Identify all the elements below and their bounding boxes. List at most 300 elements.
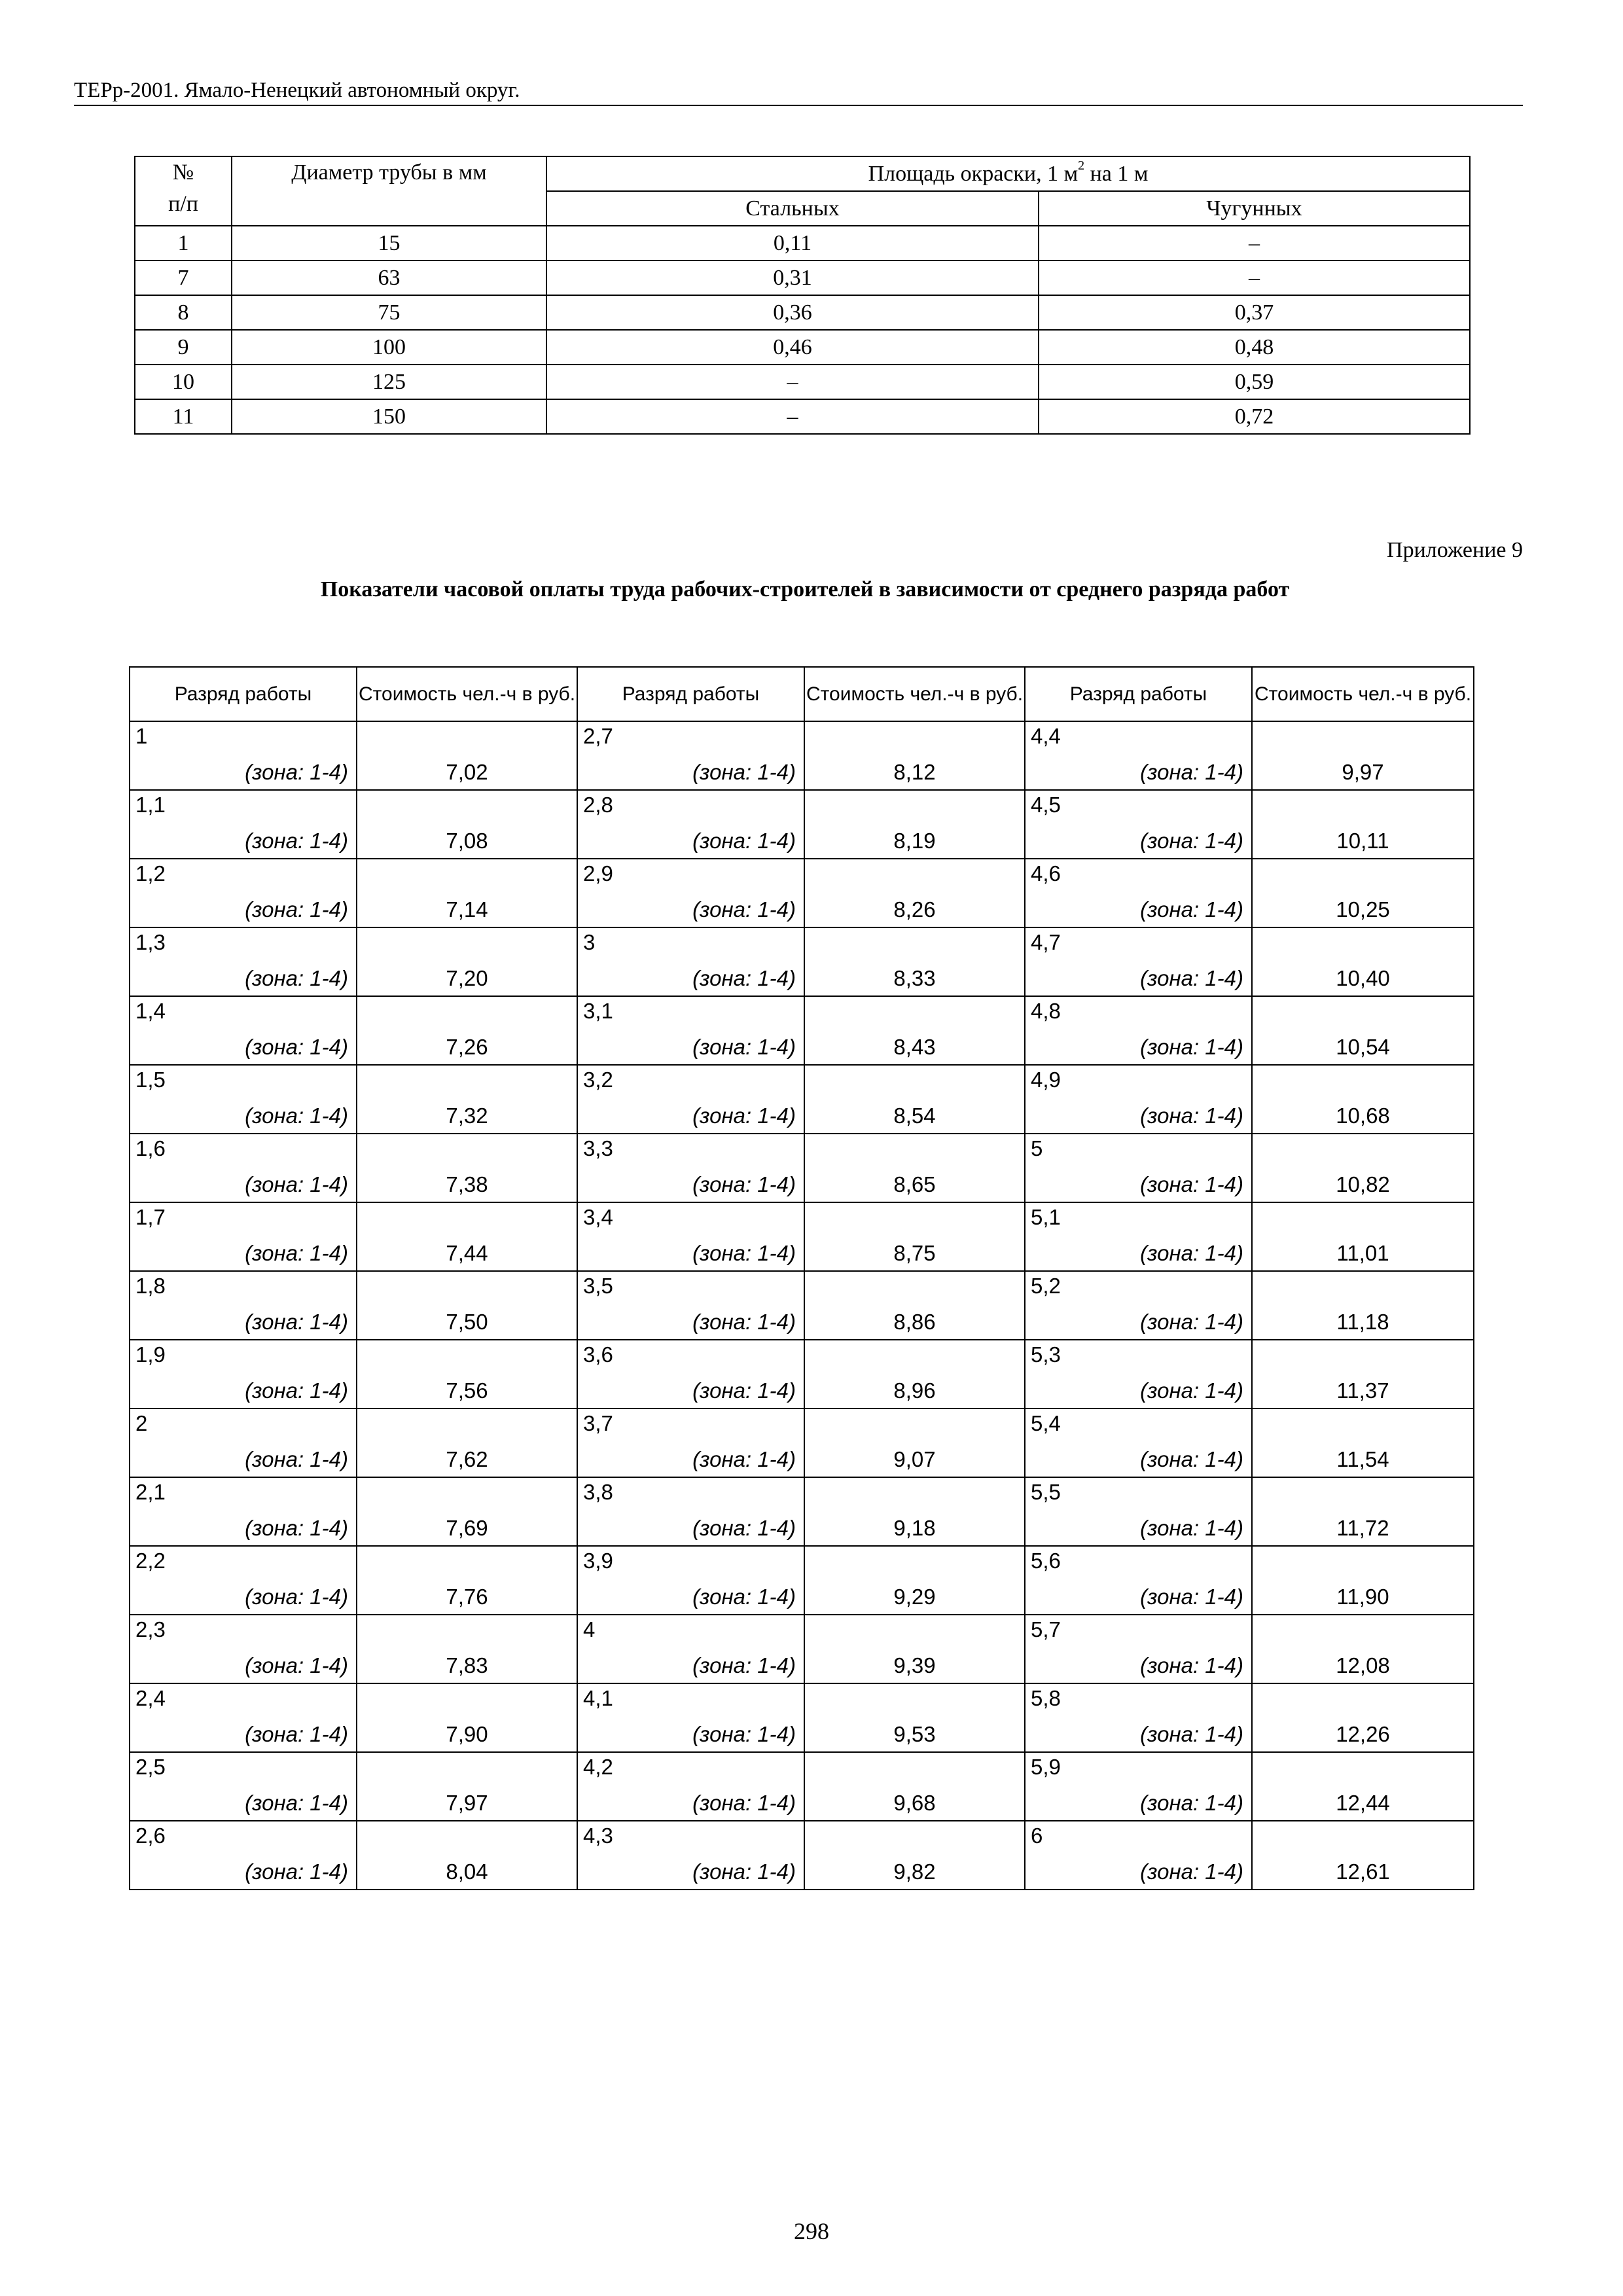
cost-cell <box>1252 1821 1474 1890</box>
cost-value: 7,56 <box>446 1378 488 1403</box>
rank-cell <box>577 996 804 1065</box>
rank-cell <box>577 1065 804 1134</box>
cost-value: 7,90 <box>446 1722 488 1746</box>
cost-value: 7,26 <box>446 1035 488 1059</box>
cost-value: 10,40 <box>1336 966 1390 990</box>
rank-value: 5,1 <box>1031 1205 1061 1229</box>
rank-cell <box>130 1134 357 1202</box>
cost-cell <box>804 1821 1025 1890</box>
col-area-suffix: на 1 м <box>1084 161 1149 186</box>
cost-cell <box>804 1615 1025 1683</box>
cost-cell <box>804 996 1025 1065</box>
cost-value: 9,07 <box>893 1447 936 1471</box>
zone-label: (зона: 1-4) <box>692 1035 796 1059</box>
zone-label: (зона: 1-4) <box>1140 1653 1243 1677</box>
table-row <box>130 790 1474 859</box>
zone-label: (зона: 1-4) <box>245 829 348 853</box>
cost-cell <box>804 790 1025 859</box>
rank-value: 2,3 <box>135 1617 166 1641</box>
cost-cell <box>1252 1615 1474 1683</box>
cost-cell <box>1252 1271 1474 1340</box>
rank-cell <box>1025 721 1252 790</box>
cost-cell <box>804 1065 1025 1134</box>
rank-value: 3,7 <box>583 1411 613 1435</box>
cost-cell <box>1252 1477 1474 1546</box>
table-cell: 100 <box>232 330 546 365</box>
zone-label: (зона: 1-4) <box>1140 897 1243 922</box>
cost-value: 9,18 <box>893 1516 936 1540</box>
cost-cell <box>357 1752 577 1821</box>
rank-value: 3,6 <box>583 1342 613 1367</box>
table-row <box>135 260 1470 295</box>
rank-value: 5,2 <box>1031 1274 1061 1298</box>
col-area-sup: 2 <box>1078 158 1085 173</box>
rank-value: 1,6 <box>135 1136 166 1160</box>
table-row <box>130 1340 1474 1408</box>
rank-value: 4,6 <box>1031 861 1061 886</box>
cost-value: 7,08 <box>446 829 488 853</box>
rank-cell <box>577 721 804 790</box>
rank-cell <box>1025 1615 1252 1683</box>
rank-value: 2,9 <box>583 861 613 886</box>
cost-value: 8,96 <box>893 1378 936 1403</box>
rank-cell <box>1025 1477 1252 1546</box>
rank-value: 5,9 <box>1031 1755 1061 1779</box>
rank-cell <box>130 1202 357 1271</box>
zone-label: (зона: 1-4) <box>245 1516 348 1540</box>
cost-cell <box>804 1134 1025 1202</box>
cost-cell <box>357 1134 577 1202</box>
cost-value: 12,44 <box>1336 1791 1390 1815</box>
table-cell: 7 <box>135 260 232 295</box>
rank-value: 4,1 <box>583 1686 613 1710</box>
zone-label: (зона: 1-4) <box>245 1791 348 1815</box>
zone-label: (зона: 1-4) <box>245 1035 348 1059</box>
rank-value: 2,7 <box>583 724 613 748</box>
col-number-header <box>135 156 232 226</box>
rank-cell <box>1025 927 1252 996</box>
table-cell: 0,48 <box>1039 330 1470 365</box>
table-row <box>130 859 1474 927</box>
cost-value: 9,53 <box>893 1722 936 1746</box>
col-steel-header: Стальных <box>546 191 1039 226</box>
cost-cell <box>357 1477 577 1546</box>
rank-cell <box>1025 1752 1252 1821</box>
zone-label: (зона: 1-4) <box>1140 1103 1243 1128</box>
zone-label: (зона: 1-4) <box>1140 1722 1243 1746</box>
table-row <box>130 996 1474 1065</box>
cost-value: 7,97 <box>446 1791 488 1815</box>
rank-value: 4,4 <box>1031 724 1061 748</box>
cost-cell <box>1252 927 1474 996</box>
table-cell: 63 <box>232 260 546 295</box>
cost-cell <box>357 1202 577 1271</box>
zone-label: (зона: 1-4) <box>1140 1172 1243 1196</box>
table-cell: 1 <box>135 226 232 260</box>
cost-value: 11,72 <box>1336 1516 1389 1540</box>
cost-value: 12,08 <box>1336 1653 1390 1677</box>
rank-value: 3,4 <box>583 1205 613 1229</box>
rank-cell <box>130 1408 357 1477</box>
rank-value: 1,8 <box>135 1274 166 1298</box>
cost-value: 9,97 <box>1342 760 1384 784</box>
rank-cell <box>130 1271 357 1340</box>
rank-value: 4,5 <box>1031 793 1061 817</box>
rank-cell <box>130 1615 357 1683</box>
rank-value: 2,4 <box>135 1686 166 1710</box>
rank-value: 2,1 <box>135 1480 166 1504</box>
table-cell: 0,11 <box>546 226 1039 260</box>
table-cell: 0,31 <box>546 260 1039 295</box>
rank-value: 5,7 <box>1031 1617 1061 1641</box>
cost-value: 11,18 <box>1336 1310 1389 1334</box>
zone-label: (зона: 1-4) <box>1140 760 1243 784</box>
zone-label: (зона: 1-4) <box>245 1310 348 1334</box>
zone-label: (зона: 1-4) <box>692 966 796 990</box>
zone-label: (зона: 1-4) <box>692 760 796 784</box>
zone-label: (зона: 1-4) <box>245 966 348 990</box>
cost-cell <box>1252 1134 1474 1202</box>
rank-value: 3,1 <box>583 999 613 1023</box>
rank-cell <box>577 1752 804 1821</box>
cost-cell <box>1252 1408 1474 1477</box>
rank-cell <box>130 859 357 927</box>
cost-value: 12,61 <box>1336 1859 1390 1884</box>
cost-value: 8,65 <box>893 1172 936 1196</box>
cost-value: 8,19 <box>893 829 936 853</box>
table-cell: – <box>546 365 1039 399</box>
table-row <box>130 1683 1474 1752</box>
rank-value: 5,5 <box>1031 1480 1061 1504</box>
table-row <box>135 330 1470 365</box>
rank-cell <box>577 1202 804 1271</box>
cost-cell <box>357 1615 577 1683</box>
table-cell: 15 <box>232 226 546 260</box>
table-cell: 0,36 <box>546 295 1039 330</box>
rank-cell <box>130 996 357 1065</box>
cost-cell <box>804 721 1025 790</box>
rank-value: 1,2 <box>135 861 166 886</box>
rank-cell <box>130 1683 357 1752</box>
cost-value: 11,37 <box>1336 1378 1389 1403</box>
cost-cell <box>1252 1752 1474 1821</box>
zone-label: (зона: 1-4) <box>245 1241 348 1265</box>
rank-cell <box>577 1340 804 1408</box>
zone-label: (зона: 1-4) <box>692 1516 796 1540</box>
cost-value: 7,32 <box>446 1103 488 1128</box>
cost-value: 8,26 <box>893 897 936 922</box>
zone-label: (зона: 1-4) <box>692 1722 796 1746</box>
cost-value: 10,25 <box>1336 897 1390 922</box>
rank-cell <box>130 1340 357 1408</box>
zone-label: (зона: 1-4) <box>1140 1310 1243 1334</box>
table-row <box>135 295 1470 330</box>
rank-cell <box>577 1134 804 1202</box>
cost-value: 8,12 <box>893 760 936 784</box>
cost-value: 9,39 <box>893 1653 936 1677</box>
zone-label: (зона: 1-4) <box>692 1378 796 1403</box>
zone-label: (зона: 1-4) <box>692 1310 796 1334</box>
rank-cell <box>1025 1065 1252 1134</box>
table-row <box>130 721 1474 790</box>
cost-cell <box>1252 1546 1474 1615</box>
col-rank-header: Разряд работы <box>1025 667 1252 721</box>
rank-cell <box>1025 996 1252 1065</box>
rank-value: 5,4 <box>1031 1411 1061 1435</box>
cost-cell <box>804 927 1025 996</box>
table-row <box>130 1752 1474 1821</box>
rank-cell <box>1025 790 1252 859</box>
col-cost-header: Стоимость чел.-ч в руб. <box>357 667 577 721</box>
zone-label: (зона: 1-4) <box>1140 1791 1243 1815</box>
cost-cell <box>1252 1683 1474 1752</box>
cost-cell <box>357 859 577 927</box>
zone-label: (зона: 1-4) <box>245 1103 348 1128</box>
cost-cell <box>357 1271 577 1340</box>
rank-value: 2 <box>135 1411 148 1435</box>
rank-cell <box>1025 1821 1252 1890</box>
zone-label: (зона: 1-4) <box>692 897 796 922</box>
cost-cell <box>357 996 577 1065</box>
cost-value: 8,54 <box>893 1103 936 1128</box>
cost-cell <box>804 859 1025 927</box>
rank-value: 6 <box>1031 1823 1043 1848</box>
rank-cell <box>130 927 357 996</box>
rank-value: 4,3 <box>583 1823 613 1848</box>
col-number-line2: п/п <box>168 192 198 216</box>
cost-value: 9,82 <box>893 1859 936 1884</box>
cost-value: 11,01 <box>1336 1241 1389 1265</box>
zone-label: (зона: 1-4) <box>692 1859 796 1884</box>
rank-cell <box>1025 1546 1252 1615</box>
col-cost-header: Стоимость чел.-ч в руб. <box>804 667 1025 721</box>
rank-value: 2,2 <box>135 1549 166 1573</box>
cost-cell <box>357 1546 577 1615</box>
cost-value: 8,75 <box>893 1241 936 1265</box>
rank-value: 2,6 <box>135 1823 166 1848</box>
cost-cell <box>1252 1340 1474 1408</box>
cost-cell <box>1252 859 1474 927</box>
rank-value: 5 <box>1031 1136 1043 1160</box>
table-row <box>135 365 1470 399</box>
rank-cell <box>577 1408 804 1477</box>
rank-cell <box>130 1752 357 1821</box>
zone-label: (зона: 1-4) <box>692 1241 796 1265</box>
table-cell: 0,72 <box>1039 399 1470 434</box>
rank-cell <box>130 1477 357 1546</box>
table-cell: 9 <box>135 330 232 365</box>
cost-cell <box>1252 721 1474 790</box>
cost-value: 11,54 <box>1336 1447 1389 1471</box>
cost-cell <box>804 1340 1025 1408</box>
table-row <box>130 1408 1474 1477</box>
cost-cell <box>357 1340 577 1408</box>
cost-cell <box>1252 1202 1474 1271</box>
zone-label: (зона: 1-4) <box>245 1172 348 1196</box>
cost-value: 10,68 <box>1336 1103 1390 1128</box>
rank-value: 1,4 <box>135 999 166 1023</box>
cost-value: 7,76 <box>446 1585 488 1609</box>
table-row <box>130 1615 1474 1683</box>
pipe-area-table <box>134 156 1471 435</box>
rank-value: 1,7 <box>135 1205 166 1229</box>
table-row <box>130 1271 1474 1340</box>
cost-cell <box>357 1065 577 1134</box>
rank-value: 4,7 <box>1031 930 1061 954</box>
cost-cell <box>357 1821 577 1890</box>
zone-label: (зона: 1-4) <box>692 829 796 853</box>
rank-cell <box>130 1065 357 1134</box>
rank-value: 3,2 <box>583 1067 613 1092</box>
rank-value: 3,3 <box>583 1136 613 1160</box>
zone-label: (зона: 1-4) <box>245 1447 348 1471</box>
table-row <box>130 1065 1474 1134</box>
col-rank-header: Разряд работы <box>130 667 357 721</box>
table-row <box>135 226 1470 260</box>
col-cost-header: Стоимость чел.-ч в руб. <box>1252 667 1474 721</box>
zone-label: (зона: 1-4) <box>1140 1241 1243 1265</box>
rank-cell <box>1025 1340 1252 1408</box>
table-row <box>130 927 1474 996</box>
cost-value: 11,90 <box>1336 1585 1389 1609</box>
cost-cell <box>357 927 577 996</box>
rank-cell <box>1025 1271 1252 1340</box>
col-area-header <box>546 156 1470 191</box>
rank-cell <box>577 790 804 859</box>
table-cell: 8 <box>135 295 232 330</box>
cost-cell <box>804 1752 1025 1821</box>
col-diameter-header: Диаметр трубы в мм <box>232 156 546 226</box>
rank-cell <box>577 1271 804 1340</box>
rank-value: 4,8 <box>1031 999 1061 1023</box>
appendix-label: Приложение 9 <box>1387 538 1523 562</box>
col-cast-iron-header: Чугунных <box>1039 191 1470 226</box>
rank-value: 5,3 <box>1031 1342 1061 1367</box>
table-row <box>135 399 1470 434</box>
table-cell: 10 <box>135 365 232 399</box>
cost-value: 7,62 <box>446 1447 488 1471</box>
rank-value: 1 <box>135 724 148 748</box>
rank-cell <box>577 1821 804 1890</box>
section-title: Показатели часовой оплаты труда рабочих-строителей в зависимости от среднего разряда работ <box>320 577 1290 601</box>
page-header: ТЕРр-2001. Ямало-Ненецкий автономный округ. <box>74 77 1523 106</box>
rank-value: 1,3 <box>135 930 166 954</box>
table-cell: 0,59 <box>1039 365 1470 399</box>
zone-label: (зона: 1-4) <box>245 1722 348 1746</box>
page-number: 298 <box>794 2218 829 2244</box>
rank-value: 1,5 <box>135 1067 166 1092</box>
rank-cell <box>1025 1683 1252 1752</box>
rank-cell <box>130 790 357 859</box>
cost-value: 8,04 <box>446 1859 488 1884</box>
cost-cell <box>1252 790 1474 859</box>
table-cell: 0,46 <box>546 330 1039 365</box>
table-row <box>130 1202 1474 1271</box>
cost-value: 7,50 <box>446 1310 488 1334</box>
cost-value: 7,38 <box>446 1172 488 1196</box>
table-row <box>130 1477 1474 1546</box>
table-cell: 75 <box>232 295 546 330</box>
cost-cell <box>804 1202 1025 1271</box>
zone-label: (зона: 1-4) <box>1140 1035 1243 1059</box>
zone-label: (зона: 1-4) <box>1140 1585 1243 1609</box>
col-rank-header: Разряд работы <box>577 667 804 721</box>
wage-rate-table <box>129 666 1474 1890</box>
table-row <box>130 1821 1474 1890</box>
rank-cell <box>130 721 357 790</box>
rank-value: 4 <box>583 1617 596 1641</box>
cost-value: 10,11 <box>1336 829 1389 853</box>
rank-cell <box>577 927 804 996</box>
zone-label: (зона: 1-4) <box>245 1653 348 1677</box>
table-cell: – <box>1039 260 1470 295</box>
rank-value: 4,2 <box>583 1755 613 1779</box>
cost-value: 10,82 <box>1336 1172 1390 1196</box>
cost-cell <box>804 1546 1025 1615</box>
col-area-prefix: Площадь окраски, 1 м <box>868 161 1079 186</box>
rank-cell <box>130 1821 357 1890</box>
zone-label: (зона: 1-4) <box>245 1859 348 1884</box>
rank-cell <box>1025 1202 1252 1271</box>
rank-cell <box>577 1615 804 1683</box>
rank-value: 1,9 <box>135 1342 166 1367</box>
cost-cell <box>804 1408 1025 1477</box>
zone-label: (зона: 1-4) <box>692 1447 796 1471</box>
cost-value: 8,43 <box>893 1035 936 1059</box>
zone-label: (зона: 1-4) <box>1140 966 1243 990</box>
table-cell: 125 <box>232 365 546 399</box>
cost-value: 12,26 <box>1336 1722 1390 1746</box>
cost-cell <box>357 790 577 859</box>
zone-label: (зона: 1-4) <box>245 760 348 784</box>
table-cell: 11 <box>135 399 232 434</box>
rank-value: 3 <box>583 930 596 954</box>
cost-value: 8,33 <box>893 966 936 990</box>
cost-value: 10,54 <box>1336 1035 1390 1059</box>
cost-cell <box>1252 996 1474 1065</box>
zone-label: (зона: 1-4) <box>692 1103 796 1128</box>
rank-value: 4,9 <box>1031 1067 1061 1092</box>
table-row <box>130 1546 1474 1615</box>
rank-cell <box>577 1546 804 1615</box>
zone-label: (зона: 1-4) <box>692 1791 796 1815</box>
cost-cell <box>357 721 577 790</box>
rank-value: 5,8 <box>1031 1686 1061 1710</box>
rank-value: 1,1 <box>135 793 166 817</box>
cost-cell <box>804 1477 1025 1546</box>
cost-value: 7,83 <box>446 1653 488 1677</box>
rank-value: 5,6 <box>1031 1549 1061 1573</box>
zone-label: (зона: 1-4) <box>692 1172 796 1196</box>
rank-cell <box>130 1546 357 1615</box>
rank-value: 3,5 <box>583 1274 613 1298</box>
zone-label: (зона: 1-4) <box>692 1653 796 1677</box>
cost-value: 9,68 <box>893 1791 936 1815</box>
zone-label: (зона: 1-4) <box>1140 1859 1243 1884</box>
zone-label: (зона: 1-4) <box>1140 829 1243 853</box>
rank-cell <box>1025 859 1252 927</box>
zone-label: (зона: 1-4) <box>245 1378 348 1403</box>
cost-value: 7,44 <box>446 1241 488 1265</box>
zone-label: (зона: 1-4) <box>1140 1516 1243 1540</box>
table-cell: – <box>1039 226 1470 260</box>
cost-value: 8,86 <box>893 1310 936 1334</box>
rank-cell <box>1025 1134 1252 1202</box>
cost-cell <box>804 1271 1025 1340</box>
cost-value: 7,02 <box>446 760 488 784</box>
table-cell: 0,37 <box>1039 295 1470 330</box>
table-cell: 150 <box>232 399 546 434</box>
